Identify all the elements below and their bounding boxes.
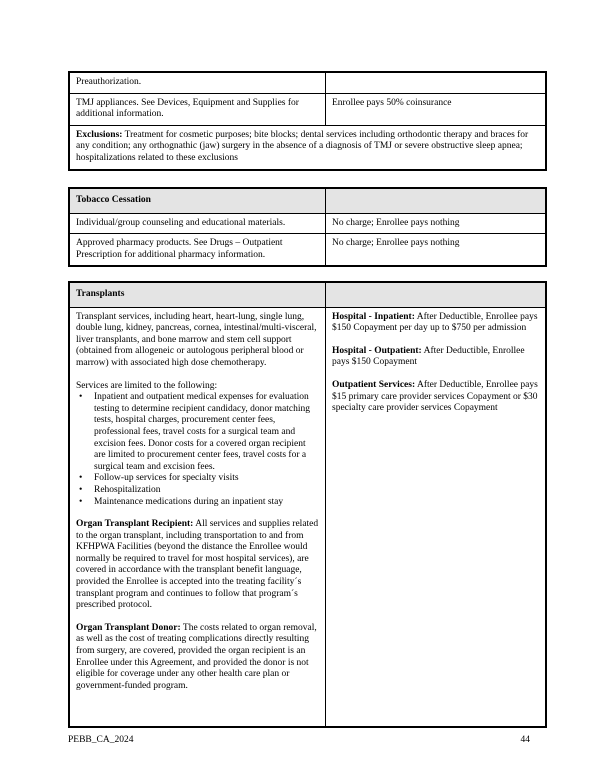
outpatient-label: Hospital - Outpatient:: [332, 345, 422, 356]
page-number: 44: [520, 735, 530, 745]
donor-text: The costs related to organ removal, as well as the cost of treating complications directly resulting from surgery, are covered, provided the organ recipient is an Enrollee under this Agreement, and provided the donor is not eligible for coverage under any other health care plan or government-funded program.: [76, 622, 317, 691]
transplant-cost-cell: [326, 308, 545, 726]
empty-header-cell: [326, 283, 545, 307]
empty-header-cell: [326, 189, 545, 213]
outpatient-services-label: Outpatient Services:: [332, 379, 416, 390]
counseling-text: Individual/group counseling and educational materials.: [76, 217, 286, 228]
exclusions-cell: [70, 126, 545, 169]
table-header-row: [70, 189, 545, 213]
footer-doc-id: PEBB_CA_2024: [68, 735, 134, 745]
preauthorization-text: Preauthorization.: [76, 77, 142, 87]
tmj-appliances-text: TMJ appliances. See Devices, Equipment and Supplies for additional information.: [76, 97, 299, 120]
inpatient-label: Hospital - Inpatient:: [332, 311, 415, 322]
recipient-paragraph: [76, 519, 319, 612]
table-header-row: [70, 283, 545, 307]
transplant-services-cell: [70, 308, 326, 726]
table-row: [70, 93, 545, 125]
donor-paragraph: [76, 623, 319, 693]
donor-label: Organ Transplant Donor:: [76, 622, 181, 633]
tmj-table: [68, 71, 547, 171]
tmj-cost-cell: [326, 94, 545, 125]
inpatient-text: After Deductible, Enrollee pays $150 Copayment per day up to $750 per admission: [332, 311, 538, 334]
table-row: [70, 307, 545, 726]
tobacco-title: Tobacco Cessation: [70, 189, 326, 213]
counseling-cost-text: No charge; Enrollee pays nothing: [332, 217, 460, 228]
pharmacy-cost-text: No charge; Enrollee pays nothing: [332, 238, 460, 249]
list-item: • Maintenance medications during an inpatient stay: [76, 497, 319, 509]
limited-intro: Services are limited to the following:: [76, 380, 218, 391]
empty-cell: [326, 73, 545, 93]
outpatient-paragraph: [332, 346, 539, 369]
transplant-intro: Transplant services, including heart, heart-lung, single lung, double lung, kidney, pancreas, cornea, intestinal/multi-visceral, liver transplants, and bone marrow and stem cell support (obtained from allogeneic or autologous peripheral blood or marrow) with associated high dose chemotherapy.: [76, 311, 317, 368]
exclusions-text: Treatment for cosmetic purposes; bite blocks; dental services including orthodontic therapy and braces for any condition; any orthognathic (jaw) surgery in the absence of a diagnosis of TMJ or severe obstructive sleep apnea; hospitalizations related to these exclusions: [76, 129, 529, 163]
preauthorization-cell: [70, 73, 326, 93]
transplants-title: Transplants: [70, 283, 326, 307]
list-item: • Inpatient and outpatient medical expenses for evaluation testing to determine recipient candidacy, donor matching tests, hospital charges, procurement center fees, professional fees, travel costs for a surgical team and excision fees. Donor costs for a covered organ recipient are limited to procurement center fees, travel costs for a surgical team and excision fees.: [76, 392, 319, 473]
list-item: • Follow-up services for specialty visits: [76, 473, 319, 485]
pharmacy-text: Approved pharmacy products. See Drugs – Outpatient Prescription for additional pharmacy information.: [76, 238, 283, 260]
recipient-label: Organ Transplant Recipient:: [76, 519, 194, 530]
table-row: [70, 233, 545, 265]
outpatient-services-text: After Deductible, Enrollee pays $15 primary care provider services Copayment or $30 specialty care provider services Copayment: [332, 379, 538, 414]
tmj-appliances-cell: [70, 94, 326, 125]
inpatient-paragraph: [332, 312, 539, 335]
counseling-cost-cell: [326, 214, 545, 234]
outpatient-services-paragraph: [332, 380, 539, 415]
list-item: • Rehospitalization: [76, 485, 319, 497]
transplants-table: [68, 281, 547, 728]
services-list: [76, 392, 319, 508]
exclusions-label: Exclusions:: [76, 129, 123, 140]
table-row: [70, 125, 545, 169]
pharmacy-cost-cell: [326, 234, 545, 265]
outpatient-text: After Deductible, Enrollee pays $150 Copayment: [332, 345, 525, 368]
counseling-cell: [70, 214, 326, 234]
tmj-cost-text: Enrollee pays 50% coinsurance: [332, 97, 452, 108]
table-row: [70, 213, 545, 234]
pharmacy-cell: [70, 234, 326, 265]
table-row: [70, 73, 545, 93]
tobacco-table: [68, 187, 547, 267]
exclusions-paragraph: [76, 130, 539, 165]
recipient-text: All services and supplies related to the organ transplant, including transportation to and from KFHPWA Facilities (beyond the distance the Enrollee would normally be required to travel for most hospital services), are covered in accordance with the transplant benefit language, provided the Enrollee is accepted into the treating facility´s transplant program and continues to follow that program´s prescribed protocol.: [76, 519, 319, 611]
